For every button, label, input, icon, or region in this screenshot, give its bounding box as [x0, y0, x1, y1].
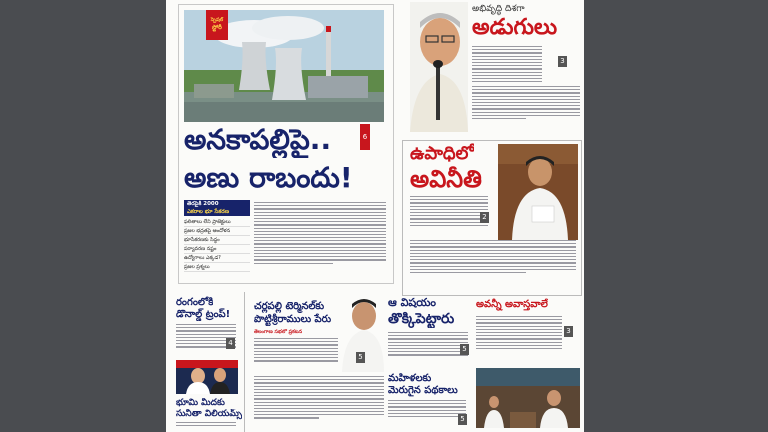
- lead-bullet: పర్యావరణ నష్టం: [184, 245, 250, 254]
- assembly-photo: [476, 368, 580, 428]
- center-page-ref: 5: [356, 352, 365, 363]
- right-story-page-ref: 5: [460, 344, 469, 355]
- center-bullets: [254, 338, 338, 364]
- tag-line-1: స్పెషల్: [210, 17, 224, 23]
- center-headline-line-2: పొట్టిశ్రీరాములు పేరు: [254, 314, 332, 325]
- lead-bullet: ఫలితాలు లేని ప్రాజెక్టులు: [184, 218, 250, 227]
- center-body-text: [254, 376, 384, 421]
- right-story-bullets: [388, 332, 468, 358]
- tag-line-2: స్టోరీ: [212, 24, 222, 31]
- far-right-headline: అవన్నీ అవాస్తవాలే: [476, 299, 548, 310]
- far-right-page-ref: 3: [564, 326, 573, 337]
- left-headline-line-1: రంగంలోకి: [176, 297, 214, 308]
- special-story-tag: [206, 10, 228, 40]
- lead-bullets: [184, 218, 250, 272]
- middle-right-headline-line-1: ఉపాధిలో: [410, 143, 475, 164]
- top-right-bullets: [472, 46, 542, 84]
- bottom-center-headline-line-1: మహిళలకు: [388, 373, 432, 384]
- middle-right-headline-line-2: అవినీతి: [410, 165, 482, 193]
- politician-photo-2: [498, 144, 578, 240]
- lead-subhead-line-2: ఎకరాల భూ సేకరణ: [187, 209, 230, 215]
- lead-bullet: భూసేకరణకు సిద్ధం: [184, 236, 250, 245]
- top-right-body-text: [472, 86, 580, 121]
- center-subheadline: తెలంగాణ సభలో ప్రకటన: [254, 329, 303, 335]
- middle-right-body-text: [410, 240, 576, 275]
- trump-photo: [176, 360, 238, 394]
- lead-subhead: [184, 200, 250, 216]
- left-bottom-headline-line-1: భూమి మీదకు: [176, 398, 225, 408]
- bottom-center-headline-line-2: మెరుగైన పథకాలు: [388, 385, 458, 396]
- top-right-headline: అడుగులు: [472, 15, 558, 40]
- right-story-headline-line-1: ఆ విషయం: [388, 296, 436, 309]
- lead-bullet: ప్రజల ప్రశ్నలు: [184, 263, 250, 272]
- newspaper-page: [166, 0, 584, 432]
- left-headline-line-2: డొనాల్డ్ ట్రంప్!: [176, 309, 231, 320]
- left-bottom-headline-line-2: సునీతా విలియమ్స్: [176, 409, 243, 419]
- lead-headline-line-2: అణు రాబందు!: [184, 161, 353, 194]
- bottom-center-bullets: [388, 400, 466, 419]
- politician-photo-1: [410, 2, 468, 132]
- right-story-headline-line-2: తొక్కిపెట్టారు: [388, 311, 455, 327]
- column-rule: [244, 292, 245, 432]
- lead-bullet: ప్రజల భద్రతపై ఆందోళన: [184, 227, 250, 236]
- top-right-kicker: అభివృద్ధి దిశగా: [472, 4, 525, 14]
- far-right-bullets: [476, 316, 562, 351]
- lead-body-text: [254, 202, 386, 266]
- left-bottom-text: [176, 422, 236, 428]
- bottom-center-page-ref: 5: [458, 414, 467, 425]
- center-headline-line-1: చర్లపల్లి టెర్మినల్‌కు: [254, 301, 325, 312]
- lead-headline-line-1: అనకాపల్లిపై..: [184, 123, 332, 156]
- middle-right-page-ref: 2: [480, 212, 489, 223]
- lead-subhead-line-1: తెరపైకి 2000: [187, 201, 219, 207]
- lead-bullet: ఉద్యోగాలు ఎక్కడ?: [184, 254, 250, 263]
- left-page-ref: 4: [226, 338, 235, 349]
- top-right-page-ref: 3: [558, 56, 567, 67]
- lead-page-ref: 6: [360, 124, 370, 150]
- middle-right-bullets: [410, 196, 488, 228]
